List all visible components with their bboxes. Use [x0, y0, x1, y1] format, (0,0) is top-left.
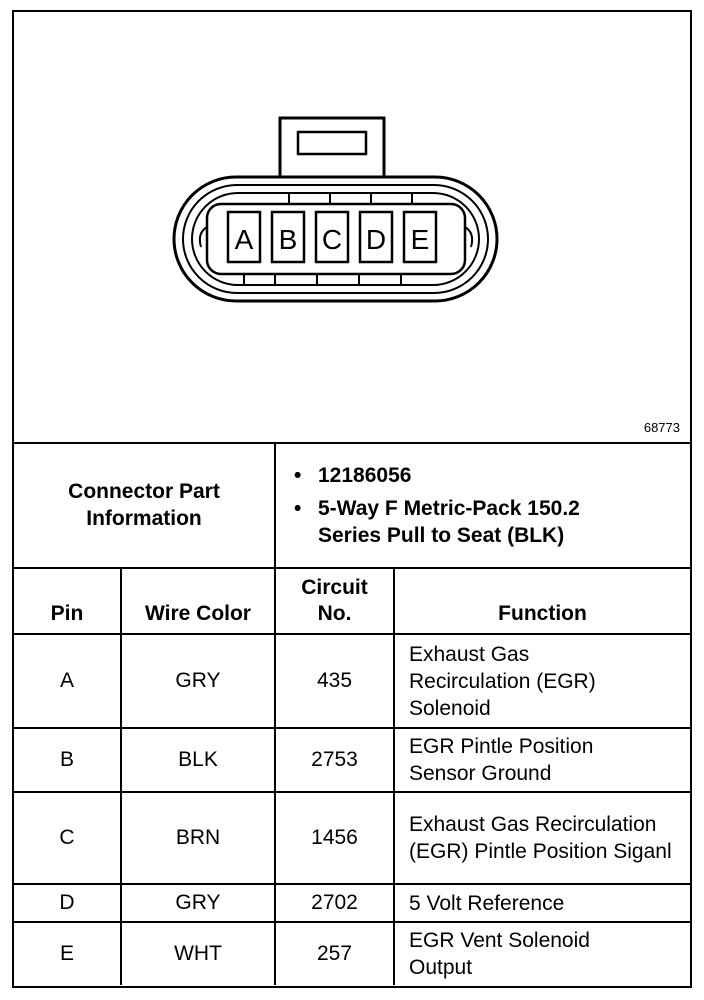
table-header-row — [14, 568, 690, 634]
wire-color-cell: BRN — [121, 792, 275, 884]
column-header-pin: Pin — [14, 568, 121, 634]
wire-color-cell: GRY — [121, 634, 275, 728]
connector-face-drawing — [14, 12, 690, 442]
connector-description: • 5-Way F Metric-Pack 150.2 Series Pull to Seat (BLK) — [318, 495, 588, 549]
column-header-circuit: Circuit No. — [275, 568, 394, 634]
pin-cell: E — [14, 922, 121, 985]
column-header-wire-color: Wire Color — [121, 568, 275, 634]
connector-diagram — [14, 12, 690, 444]
circuit-cell: 2753 — [275, 728, 394, 792]
connector-info-label: Connector Part Information — [14, 442, 275, 568]
connector-part-number: • 12186056 — [318, 462, 690, 489]
wire-color-cell: GRY — [121, 884, 275, 922]
pin-cell: A — [14, 634, 121, 728]
pin-cavity-e — [404, 212, 436, 262]
pin-cell: C — [14, 792, 121, 884]
pin-label-c: C — [321, 224, 343, 255]
pin-label-b: B — [278, 224, 298, 255]
pin-cavity-c — [316, 212, 348, 262]
table-row — [14, 634, 690, 728]
column-header-function: Function — [394, 568, 690, 634]
pin-label-a: A — [234, 224, 254, 255]
function-cell: Exhaust Gas Recirculation (EGR) Solenoid — [394, 634, 690, 728]
pin-cavity-b — [272, 212, 304, 262]
function-cell: EGR Vent Solenoid Output — [394, 922, 690, 985]
circuit-cell: 2702 — [275, 884, 394, 922]
connector-info-row — [14, 442, 690, 568]
pin-cavity-d — [360, 212, 392, 262]
table-row — [14, 792, 690, 884]
function-cell: EGR Pintle Position Sensor Ground — [394, 728, 690, 792]
pin-cavity-a — [228, 212, 260, 262]
connector-info-details — [275, 442, 690, 568]
circuit-cell: 1456 — [275, 792, 394, 884]
table-row — [14, 728, 690, 792]
wire-color-cell: BLK — [121, 728, 275, 792]
pinout-table — [14, 442, 690, 985]
circuit-cell: 257 — [275, 922, 394, 985]
figure-number: 68773 — [643, 420, 680, 435]
circuit-cell: 435 — [275, 634, 394, 728]
function-cell: 5 Volt Reference — [394, 884, 690, 922]
table-row — [14, 922, 690, 985]
pin-cell: D — [14, 884, 121, 922]
table-row — [14, 884, 690, 922]
connector-document — [12, 10, 692, 988]
wire-color-cell: WHT — [121, 922, 275, 985]
pin-cell: B — [14, 728, 121, 792]
pin-label-e: E — [410, 224, 430, 255]
pin-label-d: D — [365, 224, 387, 255]
function-cell: Exhaust Gas Recirculation (EGR) Pintle Position Siganl — [394, 792, 690, 884]
